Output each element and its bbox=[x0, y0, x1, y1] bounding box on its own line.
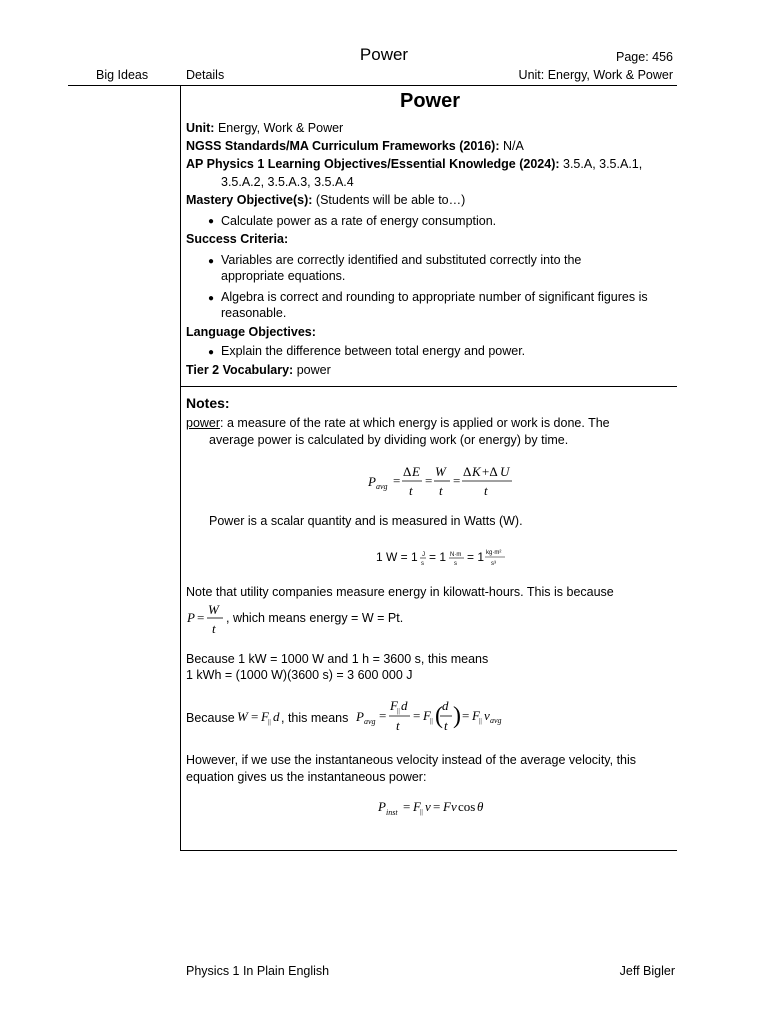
svg-text:=: = bbox=[462, 708, 470, 723]
svg-text:F: F bbox=[261, 709, 269, 724]
vocab-line: Tier 2 Vocabulary: power bbox=[186, 363, 331, 377]
power-definition: power: a measure of the rate at which energy is applied or work is done. The bbox=[186, 416, 610, 430]
bullet-icon: ● bbox=[208, 216, 215, 227]
average-power-force-equation bbox=[354, 696, 504, 738]
unit-line: Unit: Energy, Work & Power bbox=[186, 121, 344, 135]
success-bullet-1-cont: appropriate equations. bbox=[221, 269, 346, 283]
this-means-label: , this means bbox=[281, 711, 349, 725]
svg-text:F: F bbox=[472, 708, 480, 723]
power-definition-cont: average power is calculated by dividing work (or energy) by time. bbox=[209, 433, 569, 447]
svg-text:P: P bbox=[368, 474, 376, 489]
work-formula bbox=[235, 706, 283, 728]
svg-text:||: || bbox=[479, 717, 482, 725]
svg-text:d: d bbox=[442, 698, 449, 713]
svg-text:||: || bbox=[420, 808, 423, 816]
svg-text:W: W bbox=[208, 602, 219, 617]
header-title: Power bbox=[359, 45, 409, 64]
svg-text:N·m: N·m bbox=[450, 552, 462, 558]
header-unit: Unit: Energy, Work & Power bbox=[518, 68, 673, 82]
svg-text:Δ: Δ bbox=[403, 464, 412, 479]
svg-text:P: P bbox=[378, 799, 386, 814]
ap-line: AP Physics 1 Learning Objectives/Essential Knowledge (2024): 3.5.A, 3.5.A.1, bbox=[186, 157, 643, 171]
conversion-result: 1 kWh = (1000 W)(3600 s) = 3 600 000 J bbox=[186, 668, 413, 682]
success-bullet-2-cont: reasonable. bbox=[221, 306, 287, 320]
svg-text:= 1: = 1 bbox=[429, 550, 447, 564]
svg-text:avg: avg bbox=[490, 716, 502, 725]
section-bottom-rule bbox=[180, 850, 677, 851]
column-divider bbox=[180, 86, 181, 851]
svg-text:J: J bbox=[422, 552, 425, 558]
svg-text:): ) bbox=[453, 703, 461, 729]
svg-text:d: d bbox=[273, 709, 280, 724]
column-details: Details bbox=[186, 68, 225, 82]
svg-text:t: t bbox=[444, 718, 448, 733]
svg-text:cos: cos bbox=[458, 799, 476, 814]
success-label: Success Criteria: bbox=[186, 232, 289, 246]
footer-author: Jeff Bigler bbox=[619, 964, 675, 978]
scalar-note: Power is a scalar quantity and is measured in Watts (W). bbox=[209, 514, 523, 528]
kwh-note-cont: , which means energy = W = Pt. bbox=[226, 611, 404, 625]
mastery-line: Mastery Objective(s): (Students will be able to…) bbox=[186, 193, 466, 207]
svg-text:||: || bbox=[268, 718, 271, 726]
instantaneous-power-equation bbox=[376, 796, 486, 822]
svg-text:P: P bbox=[356, 709, 364, 724]
svg-text:||: || bbox=[430, 717, 433, 725]
svg-text:U: U bbox=[500, 464, 510, 479]
svg-text:K: K bbox=[472, 464, 481, 479]
bullet-icon: ● bbox=[208, 293, 215, 304]
svg-text:=: = bbox=[393, 473, 401, 488]
bullet-icon: ● bbox=[208, 347, 215, 358]
instantaneous-note: However, if we use the instantaneous velocity instead of the average velocity, this bbox=[186, 753, 637, 767]
page-title: Power bbox=[399, 90, 461, 112]
svg-text:v: v bbox=[484, 708, 490, 723]
footer-book-title: Physics 1 In Plain English bbox=[186, 964, 330, 978]
svg-text:+Δ: +Δ bbox=[482, 464, 498, 479]
svg-text:s³: s³ bbox=[491, 561, 496, 567]
svg-text:v: v bbox=[425, 799, 431, 814]
svg-text:t: t bbox=[409, 483, 413, 498]
page-number: Page: 456 bbox=[616, 50, 673, 64]
svg-text:W: W bbox=[237, 709, 248, 724]
svg-text:=: = bbox=[453, 473, 461, 488]
svg-text:=: = bbox=[425, 473, 433, 488]
svg-text:1 W = 1: 1 W = 1 bbox=[376, 550, 418, 564]
svg-text:t: t bbox=[439, 483, 443, 498]
svg-text:W: W bbox=[435, 464, 446, 479]
svg-text:=: = bbox=[379, 708, 387, 723]
svg-text:s: s bbox=[454, 561, 457, 567]
ap-line-2: 3.5.A.2, 3.5.A.3, 3.5.A.4 bbox=[221, 175, 354, 189]
column-big-ideas: Big Ideas bbox=[96, 68, 149, 82]
svg-text:=: = bbox=[433, 799, 441, 814]
svg-text:t: t bbox=[212, 621, 216, 636]
ngss-line: NGSS Standards/MA Curriculum Frameworks (2016): N/A bbox=[186, 139, 524, 153]
conversion-note: Because 1 kW = 1000 W and 1 h = 3600 s, this means bbox=[186, 652, 489, 666]
svg-text:= 1: = 1 bbox=[467, 550, 485, 564]
svg-text:(: ( bbox=[435, 703, 443, 729]
kwh-note: Note that utility companies measure energy in kilowatt-hours. This is because bbox=[186, 585, 614, 599]
svg-text:θ: θ bbox=[477, 799, 484, 814]
svg-text:t: t bbox=[396, 718, 400, 733]
svg-text:Fv: Fv bbox=[443, 799, 457, 814]
svg-text:s: s bbox=[421, 561, 424, 567]
svg-text:avg: avg bbox=[364, 717, 376, 726]
average-power-equation bbox=[366, 460, 526, 502]
svg-text:avg: avg bbox=[376, 482, 388, 491]
language-bullet: Explain the difference between total energy and power. bbox=[221, 344, 526, 358]
svg-text:F: F bbox=[423, 708, 431, 723]
header-rule bbox=[68, 85, 677, 86]
svg-text:F: F bbox=[390, 698, 398, 713]
bullet-icon: ● bbox=[208, 256, 215, 267]
svg-text:Δ: Δ bbox=[463, 464, 472, 479]
because-label: Because bbox=[186, 711, 235, 725]
svg-text:inst: inst bbox=[386, 808, 398, 817]
language-label: Language Objectives: bbox=[186, 325, 316, 339]
svg-text:=: = bbox=[403, 799, 411, 814]
svg-text:kg·m²: kg·m² bbox=[486, 550, 502, 556]
instantaneous-note-cont: equation gives us the instantaneous power: bbox=[186, 770, 427, 784]
notes-heading: Notes: bbox=[186, 395, 230, 411]
svg-text:=: = bbox=[413, 708, 421, 723]
svg-text:F: F bbox=[413, 799, 421, 814]
mastery-bullet: Calculate power as a rate of energy consumption. bbox=[221, 214, 497, 228]
svg-text:P: P bbox=[187, 610, 195, 625]
svg-text:=: = bbox=[197, 610, 205, 625]
success-bullet-1: Variables are correctly identified and substituted correctly into the bbox=[221, 253, 582, 267]
svg-text:d: d bbox=[401, 698, 408, 713]
svg-text:E: E bbox=[412, 464, 420, 479]
success-bullet-2: Algebra is correct and rounding to appropriate number of significant figures is bbox=[221, 290, 648, 304]
watt-definition-equation bbox=[374, 545, 524, 571]
svg-text:||: || bbox=[397, 707, 400, 715]
svg-text:t: t bbox=[484, 483, 488, 498]
section-divider bbox=[180, 386, 677, 387]
svg-text:=: = bbox=[251, 709, 259, 724]
